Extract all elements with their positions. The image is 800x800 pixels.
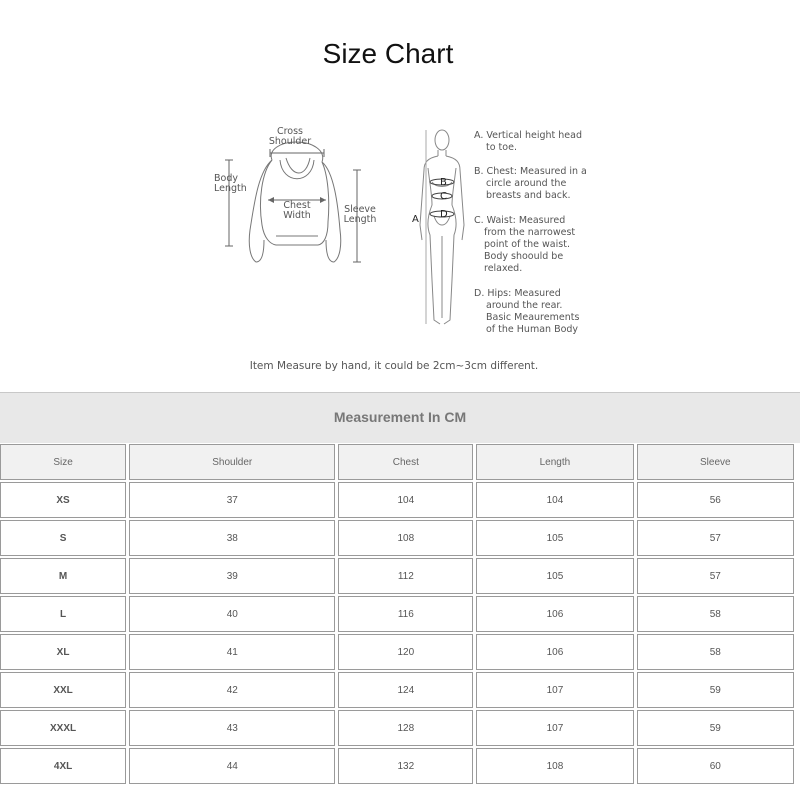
diagram-illustrations — [0, 0, 800, 390]
letter-c: C — [440, 191, 447, 202]
cell-chest: 116 — [338, 596, 473, 632]
cell-size: M — [0, 558, 126, 594]
chest-width-label: Chest Width — [283, 200, 311, 221]
table-row — [0, 710, 794, 746]
letter-d: D — [440, 209, 448, 220]
letter-a: A — [412, 214, 419, 225]
cell-shoulder: 42 — [129, 672, 335, 708]
cell-size: L — [0, 596, 126, 632]
table-row — [0, 520, 794, 556]
table-row — [0, 482, 794, 518]
note-b: B. Chest: Measured in a circle around the breasts and back. — [474, 166, 587, 201]
cell-shoulder: 44 — [129, 748, 335, 784]
cell-sleeve: 57 — [637, 520, 794, 556]
cell-shoulder: 39 — [129, 558, 335, 594]
table-row — [0, 672, 794, 708]
cell-length: 105 — [476, 520, 633, 556]
cell-sleeve: 59 — [637, 710, 794, 746]
cell-sleeve: 56 — [637, 482, 794, 518]
cell-chest: 120 — [338, 634, 473, 670]
cell-chest: 132 — [338, 748, 473, 784]
table-header-row — [0, 444, 794, 480]
header-chest: Chest — [338, 444, 473, 480]
cell-size: XL — [0, 634, 126, 670]
header-sleeve: Sleeve — [637, 444, 794, 480]
page-title: Size Chart — [322, 38, 454, 69]
cell-sleeve: 58 — [637, 596, 794, 632]
cell-sleeve: 58 — [637, 634, 794, 670]
cell-length: 107 — [476, 672, 633, 708]
cell-sleeve: 60 — [637, 748, 794, 784]
cell-length: 106 — [476, 596, 633, 632]
cell-sleeve: 59 — [637, 672, 794, 708]
cell-chest: 104 — [338, 482, 473, 518]
human-figure — [420, 130, 464, 324]
cell-chest: 108 — [338, 520, 473, 556]
table-row — [0, 634, 794, 670]
cell-size: 4XL — [0, 748, 126, 784]
note-c: C. Waist: Measured from the narrowest point of the waist. Body shoould be relaxed. — [474, 215, 576, 274]
table-title: Measurement In CM — [333, 409, 467, 425]
cell-shoulder: 37 — [129, 482, 335, 518]
cell-shoulder: 40 — [129, 596, 335, 632]
cell-size: XXXL — [0, 710, 126, 746]
header-size: Size — [0, 444, 126, 480]
cell-chest: 112 — [338, 558, 473, 594]
cell-length: 107 — [476, 710, 633, 746]
measure-caption: Item Measure by hand, it could be 2cm~3cm different. — [249, 360, 539, 372]
sleeve-length-label: Sleeve Length — [343, 204, 377, 225]
cell-length: 108 — [476, 748, 633, 784]
cross-shoulder-label: Cross Shoulder — [268, 126, 312, 147]
header-shoulder: Shoulder — [129, 444, 335, 480]
cell-sleeve: 57 — [637, 558, 794, 594]
cell-length: 106 — [476, 634, 633, 670]
body-length-label: Body Length — [214, 173, 247, 194]
note-a: A. Vertical height head to toe. — [474, 130, 582, 153]
table-row — [0, 748, 794, 784]
cell-length: 104 — [476, 482, 633, 518]
cell-shoulder: 41 — [129, 634, 335, 670]
table-title-band — [0, 392, 800, 443]
cell-size: S — [0, 520, 126, 556]
measurement-diagram — [0, 0, 800, 390]
cell-size: XXL — [0, 672, 126, 708]
cell-length: 105 — [476, 558, 633, 594]
header-length: Length — [476, 444, 633, 480]
cell-chest: 124 — [338, 672, 473, 708]
cell-shoulder: 43 — [129, 710, 335, 746]
note-d: D. Hips: Measured around the rear. Basic Meaurements of the Human Body — [474, 288, 580, 335]
letter-b: B — [440, 177, 447, 188]
table-row — [0, 558, 794, 594]
size-table — [0, 442, 797, 786]
cell-size: XS — [0, 482, 126, 518]
table-row — [0, 596, 794, 632]
cell-shoulder: 38 — [129, 520, 335, 556]
cell-chest: 128 — [338, 710, 473, 746]
